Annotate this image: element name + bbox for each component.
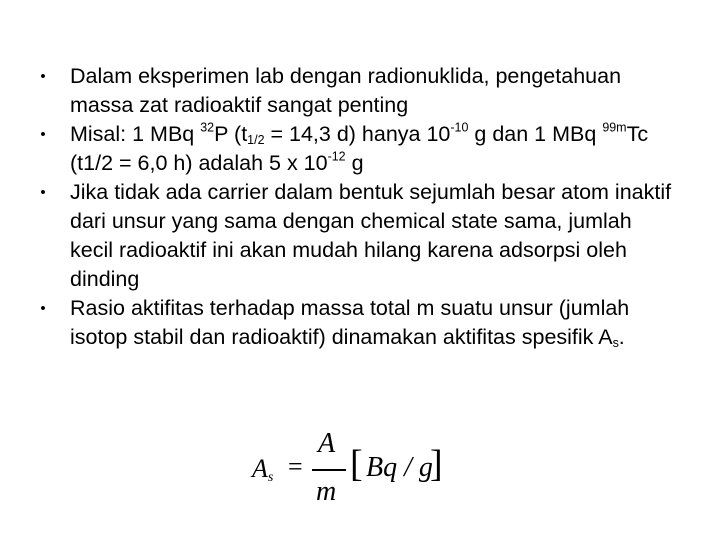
text-run: = 14,3 d) hanya 10: [264, 122, 451, 146]
superscript: -10: [450, 120, 469, 135]
formula-right-bracket: ]: [430, 443, 443, 485]
text-run: Rasio aktifitas terhadap massa total m suatu unsur (jumlah isotop stabil dan radioaktif) dinamakan aktifitas spesifik A: [70, 296, 630, 349]
bullet-item-1: [40, 62, 680, 120]
text-run: g: [345, 151, 364, 175]
bullet-item-2: [40, 120, 680, 178]
subscript: 1/2: [247, 133, 265, 148]
superscript: 99m: [602, 120, 627, 135]
formula-lhs-subscript: s: [267, 470, 274, 485]
bullet-text: Dalam eksperimen lab dengan radionuklida, pengetahuan massa zat radioaktif sangat penting: [70, 64, 622, 117]
bullet-list: [40, 62, 680, 352]
bullet-marker: •: [40, 184, 46, 201]
text-run: P (t: [214, 122, 248, 146]
subscript: s: [612, 336, 619, 351]
formula-numerator: A: [318, 428, 336, 459]
bullet-marker: •: [40, 68, 46, 85]
bullet-marker: •: [40, 126, 46, 143]
bullet-text: Jika tidak ada carrier dalam bentuk sejumlah besar atom inaktif dari unsur yang sama dengan chemical state sama, jumlah kecil radioaktif ini akan mudah hilang karena adsorpsi oleh dinding: [70, 180, 672, 291]
bullet-item-3: [40, 178, 680, 294]
formula-left-bracket: [: [350, 443, 363, 485]
bullet-marker: •: [40, 300, 46, 317]
text-run: Misal: 1 MBq: [70, 122, 201, 146]
bullet-item-4: [40, 294, 680, 352]
bullet-text: [70, 296, 629, 349]
formula-lhs-symbol: A: [252, 454, 268, 483]
formula-unit: Bq / g: [366, 452, 433, 483]
superscript: 32: [200, 120, 215, 135]
text-run: .: [618, 325, 625, 349]
bullet-text: [70, 122, 648, 175]
formula-equals: =: [288, 452, 303, 481]
formula-denominator: m: [316, 476, 337, 507]
fraction-bar: [312, 469, 346, 471]
superscript: -12: [327, 149, 346, 164]
text-run: g dan 1 MBq: [468, 122, 603, 146]
formula-lhs: [252, 454, 273, 484]
text-run: Tc (t1/2 = 6,0 h) adalah 5 x 10: [70, 122, 649, 175]
